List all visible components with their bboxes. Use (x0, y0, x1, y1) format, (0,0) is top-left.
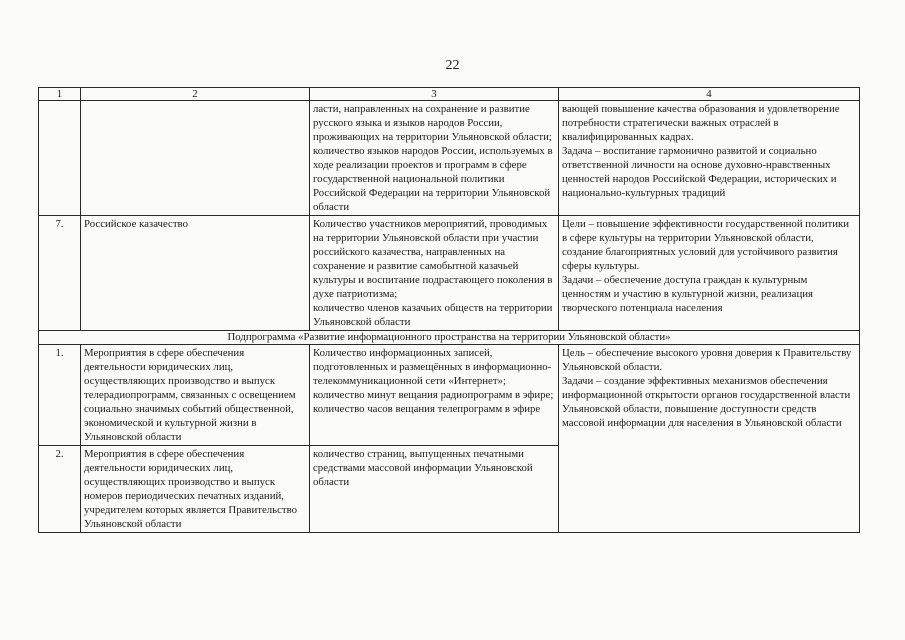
indicator-text: Количество информационных записей, подготовленных и размещённых в информационно-телекоммуникационной сети «Интернет»; (313, 347, 552, 387)
document-table (38, 87, 860, 533)
indicators-cell (310, 101, 559, 216)
goal-text: Задачи – обеспечение доступа граждан к культурным ценностям и участию в культурной жизни, реализация творческого потенциала населения (562, 274, 813, 314)
row-number: 2. (39, 446, 81, 533)
indicator-text: ласти, направленных на сохранение и развитие русского языка и языков народов России, проживающих на территории Ульяновской области; (313, 103, 552, 143)
header-cell: 2 (81, 88, 310, 101)
event-name: Мероприятия в сфере обеспечения деятельности юридических лиц, осуществляющих производство и выпуск номеров периодических печатных изданий, учредителем которых является Правительство Ульяновской области (81, 446, 310, 533)
indicator-text: Количество участников мероприятий, проводимых на территории Ульяновской области при участии российского казачества, направленных на сохранение и развитие самобытной казачьей культуры и воспитание подрастающего поколения в духе патриотизма; (313, 218, 553, 300)
goal-text: Цели – повышение эффективности государственной политики в сфере культуры на территории Ульяновской области, создание благоприятных условий для устойчивого развития сферы культуры. (562, 218, 850, 272)
goal-text: Задача – воспитание гармонично развитой и социально ответственной личности на основе духовно-нравственных ценностей народов Российской Федерации, исторических и национально-культурных традиций (562, 145, 837, 199)
subprogram-row (39, 331, 860, 345)
row-number (39, 101, 81, 216)
header-cell: 4 (559, 88, 860, 101)
indicators-cell (310, 446, 559, 533)
event-name: Российское казачество (81, 216, 310, 331)
header-cell: 1 (39, 88, 81, 101)
indicator-text: количество страниц, выпущенных печатными средствами массовой информации Ульяновской области (313, 448, 533, 488)
subprogram-title: Подпрограмма «Развитие информационного пространства на территории Ульяновской области» (39, 331, 860, 345)
row-number: 1. (39, 345, 81, 446)
indicators-cell (310, 216, 559, 331)
event-name: Мероприятия в сфере обеспечения деятельности юридических лиц, осуществляющих производство и выпуск телерадиопрограмм, связанных с освещением социально значимых событий общественной, экономической и культурной жизни в Ульяновской области (81, 345, 310, 446)
header-cell: 3 (310, 88, 559, 101)
indicator-text: количество языков народов России, используемых в ходе реализации проектов и программ в сфере государственной национальной политики Российской Федерации на территории Ульяновской области (313, 145, 553, 213)
table-row (39, 345, 860, 446)
table-row (39, 101, 860, 216)
row-number: 7. (39, 216, 81, 331)
goal-text: Задачи – создание эффективных механизмов обеспечения информационной открытости органов государственной власти Ульяновской области, повышение доступности средств массовой информации для населения в Ульяновской области (562, 375, 851, 429)
page-number: 22 (445, 58, 460, 73)
goal-text: вающей повышение качества образования и удовлетворение потребности стратегически важных отраслей в квалифицированных кадрах. (562, 103, 840, 143)
event-name (81, 101, 310, 216)
goals-cell (559, 101, 860, 216)
goals-cell (559, 216, 860, 331)
header-row (39, 88, 860, 101)
indicator-text: количество часов вещания телепрограмм в эфире (313, 403, 541, 415)
indicators-cell (310, 345, 559, 446)
goal-text: Цель – обеспечение высокого уровня доверия к Правительству Ульяновской области. (562, 347, 852, 373)
indicator-text: количество минут вещания радиопрограмм в эфире; (313, 389, 554, 401)
indicator-text: количество членов казачьих обществ на территории Ульяновской области (313, 302, 553, 328)
goals-cell (559, 345, 860, 533)
table-row (39, 216, 860, 331)
